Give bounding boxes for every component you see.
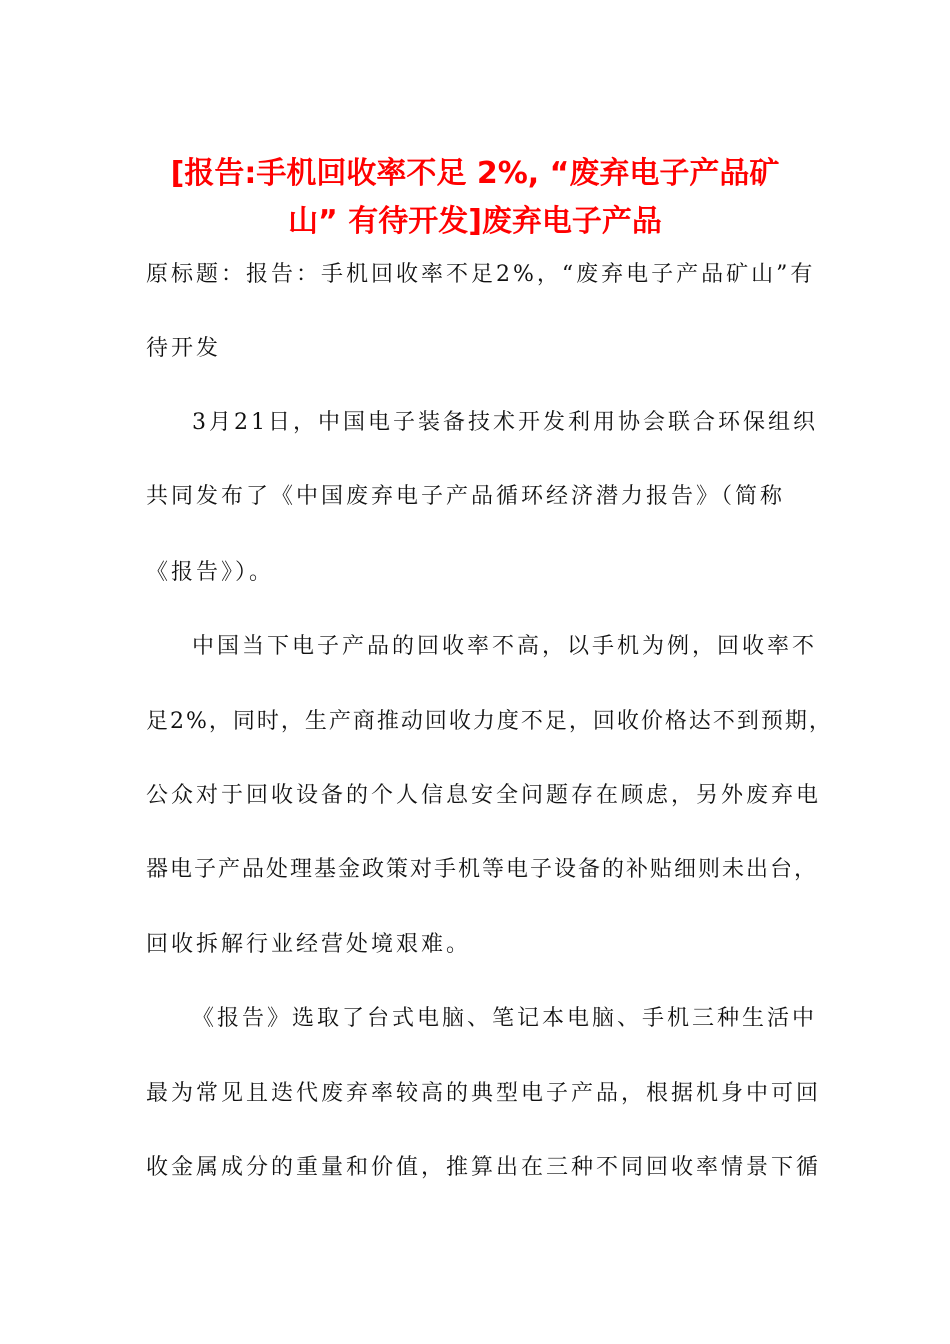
body-line: 收金属成分的重量和价值，推算出在三种不同回收率情景下循 — [146, 1155, 822, 1180]
body-line: 器电子产品处理基金政策对手机等电子设备的补贴细则未出台， — [146, 857, 819, 882]
body-line: 《报告》）。 — [146, 560, 275, 585]
body-line: 中国当下电子产品的回收率不高，以手机为例，回收率不 — [192, 634, 818, 659]
title-line-1: [报告:手机回收率不足 2%, “废弃电子产品矿 — [170, 156, 780, 191]
body-line: 《报告》选取了台式电脑、笔记本电脑、手机三种生活中 — [192, 1006, 818, 1031]
body-line: 原标题：报告：手机回收率不足2%，“废弃电子产品矿山”有 — [146, 262, 816, 287]
body-line: 回收拆解行业经营处境艰难。 — [146, 932, 472, 957]
body-line: 待开发 — [146, 336, 222, 361]
title-line-2: 山” 有待开发]废弃电子产品 — [288, 204, 662, 239]
body-line: 足2%，同时，生产商推动回收力度不足，回收价格达不到预期， — [146, 709, 833, 734]
body-line: 3月21日，中国电子装备技术开发利用协会联合环保组织 — [192, 410, 818, 435]
body-line: 共同发布了《中国废弃电子产品循环经济潜力报告》（简称 — [146, 484, 786, 509]
body-line: 最为常见且迭代废弃率较高的典型电子产品，根据机身中可回 — [146, 1081, 822, 1106]
document-title — [120, 150, 830, 246]
body-line: 公众对于回收设备的个人信息安全问题存在顾虑，另外废弃电 — [146, 783, 822, 808]
